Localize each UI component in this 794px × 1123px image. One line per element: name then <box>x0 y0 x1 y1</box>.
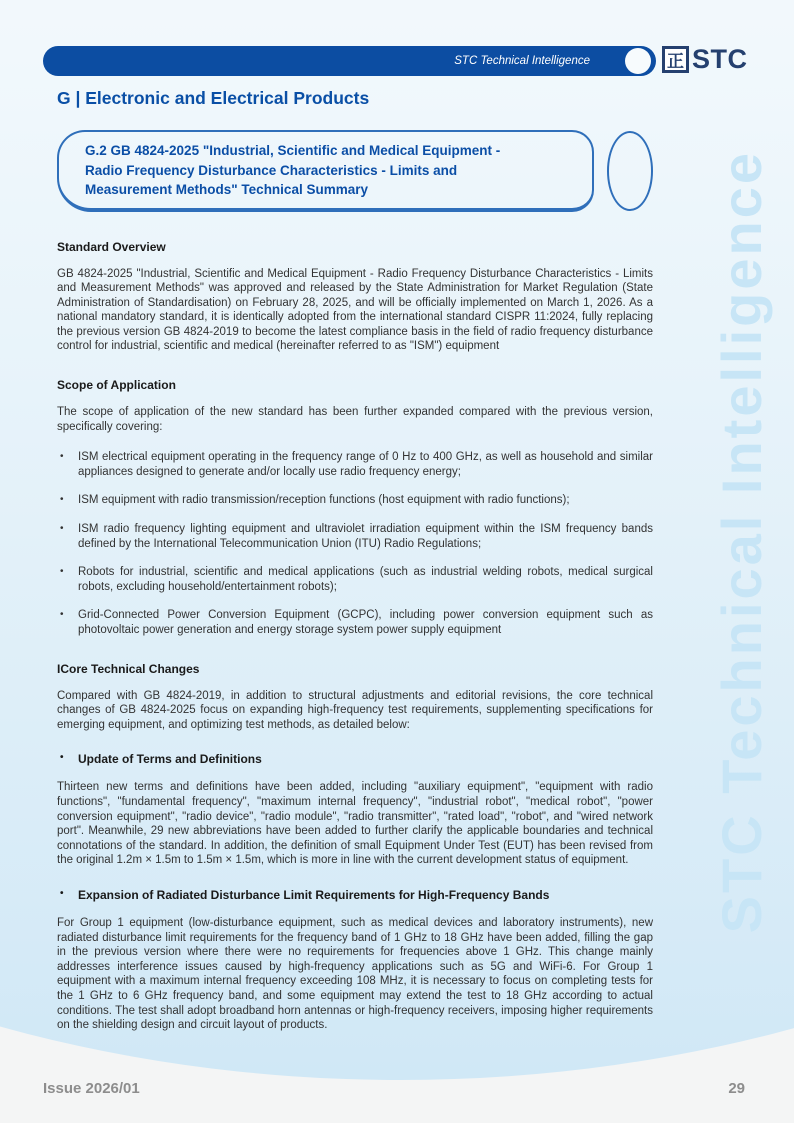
scope-paragraph: The scope of application of the new standard has been further expanded compared with the previous version, specifically covering: <box>57 406 653 433</box>
vertical-watermark: STC Technical Intelligence <box>710 150 773 934</box>
main-content <box>57 88 653 1047</box>
section-heading-core-changes: ICore Technical Changes <box>57 661 200 676</box>
stc-logo <box>662 44 748 75</box>
header-bar-label: STC Technical Intelligence <box>454 55 590 67</box>
article-title-box <box>57 130 594 212</box>
core-changes-paragraph: Compared with GB 4824-2019, in addition to structural adjustments and editorial revisions, the core technical changes of GB 4824-2025 focus on expanding high-frequency test requirements, supplementing specifications for emerging equipment, and optimizing test methods, as detailed below: <box>57 689 653 731</box>
section-heading-overview: Standard Overview <box>57 239 166 254</box>
radiated-limits-paragraph: For Group 1 equipment (low-disturbance equipment, such as medical devices and laboratory instruments), new radiated disturbance limit requirements for the frequency band of 1 GHz to 18 GHz have been added, filling the gap in the previous version where there were no requirements for frequencies above 1 GHz. This change mainly addresses interference issues caused by high-frequency applications such as 5G and WiFi-6. For Group 1 equipment with a maximum internal frequency exceeding 108 MHz, it is necessary to focus on completing tests for the 1 GHz to 6 GHz frequency band, and some equipment may extend the test to 18 GHz according to actual conditions. The test shall adopt broadband horn antennas or high-frequency receivers, imposing higher requirements on the shielding design and circuit layout of products. <box>57 916 653 1032</box>
subsection-heading-terms: • Update of Terms and Definitions <box>57 752 653 766</box>
article-title-line-2: Radio Frequency Disturbance Characteristics - Limits and <box>85 162 458 178</box>
article-title-line-1: G.2 GB 4824-2025 "Industrial, Scientific and Medical Equipment - <box>85 143 501 158</box>
header-bar-notch <box>625 48 651 74</box>
header-bar <box>43 46 656 76</box>
stc-logo-text: STC <box>692 44 748 74</box>
article-title-line-3: Measurement Methods" Technical Summary <box>85 182 368 197</box>
overview-paragraph: GB 4824-2025 "Industrial, Scientific and Medical Equipment - Radio Frequency Disturbance Characteristics - Limits and Measurement Methods" was approved and released by the State Administration for Market Regulation (State Administration of Standardisation) on February 28, 2025, and will be officially implemented on March 1, 2026. As a national mandatory standard, it is identically adopted from the international standard CISPR 11:2024, fully replacing the previous version GB 4824-2019 to become the latest compliance basis in the field of radio frequency disturbance control for industrial, scientific and medical (hereinafter referred to as "ISM") equipment <box>57 267 653 353</box>
page-title: G | Electronic and Electrical Products <box>57 88 370 108</box>
scope-bullet-item: • Robots for industrial, scientific and medical applications (such as industrial welding robots, medical surgical robots, excluding household/entertainment robots); <box>57 565 653 594</box>
terms-paragraph: Thirteen new terms and definitions have been added, including "auxiliary equipment", "equipment with radio functions", "fundamental frequency", "maximum internal frequency", "industrial robot", "medical robot", "power conversion equipment", "radio device", "radio module", "radio transmitter", "rated load", "robot", and "wired network port". Meanwhile, 29 new abbreviations have been added to further clarify the applicable boundaries and technical connotations of the standard. In addition, the definition of small Equipment Under Test (EUT) has been revised from the original 1.2m × 1.5m to 1.5m × 1.5m, which is more in line with the current development status of equipment. <box>57 781 653 867</box>
article-title-row <box>57 130 653 212</box>
scope-bullet-item: • Grid-Connected Power Conversion Equipment (GCPC), including power conversion equipment such as photovoltaic power generation and energy storage system power supply equipment <box>57 608 653 637</box>
scope-bullet-item: • ISM equipment with radio transmission/reception functions (host equipment with radio functions); <box>57 493 653 508</box>
scope-bullet-list <box>57 450 653 637</box>
scope-bullet-item: • ISM electrical equipment operating in the frequency range of 0 Hz to 400 GHz, as well as household and similar appliances designed to generate and/or locally use radio frequency energy; <box>57 450 653 479</box>
section-heading-scope: Scope of Application <box>57 378 176 393</box>
subsection-heading-radiated-limits: • Expansion of Radiated Disturbance Limit Requirements for High-Frequency Bands <box>57 888 653 902</box>
decorative-oval <box>607 131 653 211</box>
footer-issue-label: Issue 2026/01 <box>43 1080 140 1097</box>
stc-logo-mark-icon: 正 <box>662 46 689 73</box>
scope-bullet-item: • ISM radio frequency lighting equipment and ultraviolet irradiation equipment within the ISM frequency bands defined by the International Telecommunication Union (ITU) Radio Regulations; <box>57 522 653 551</box>
footer-page-number: 29 <box>728 1080 745 1097</box>
